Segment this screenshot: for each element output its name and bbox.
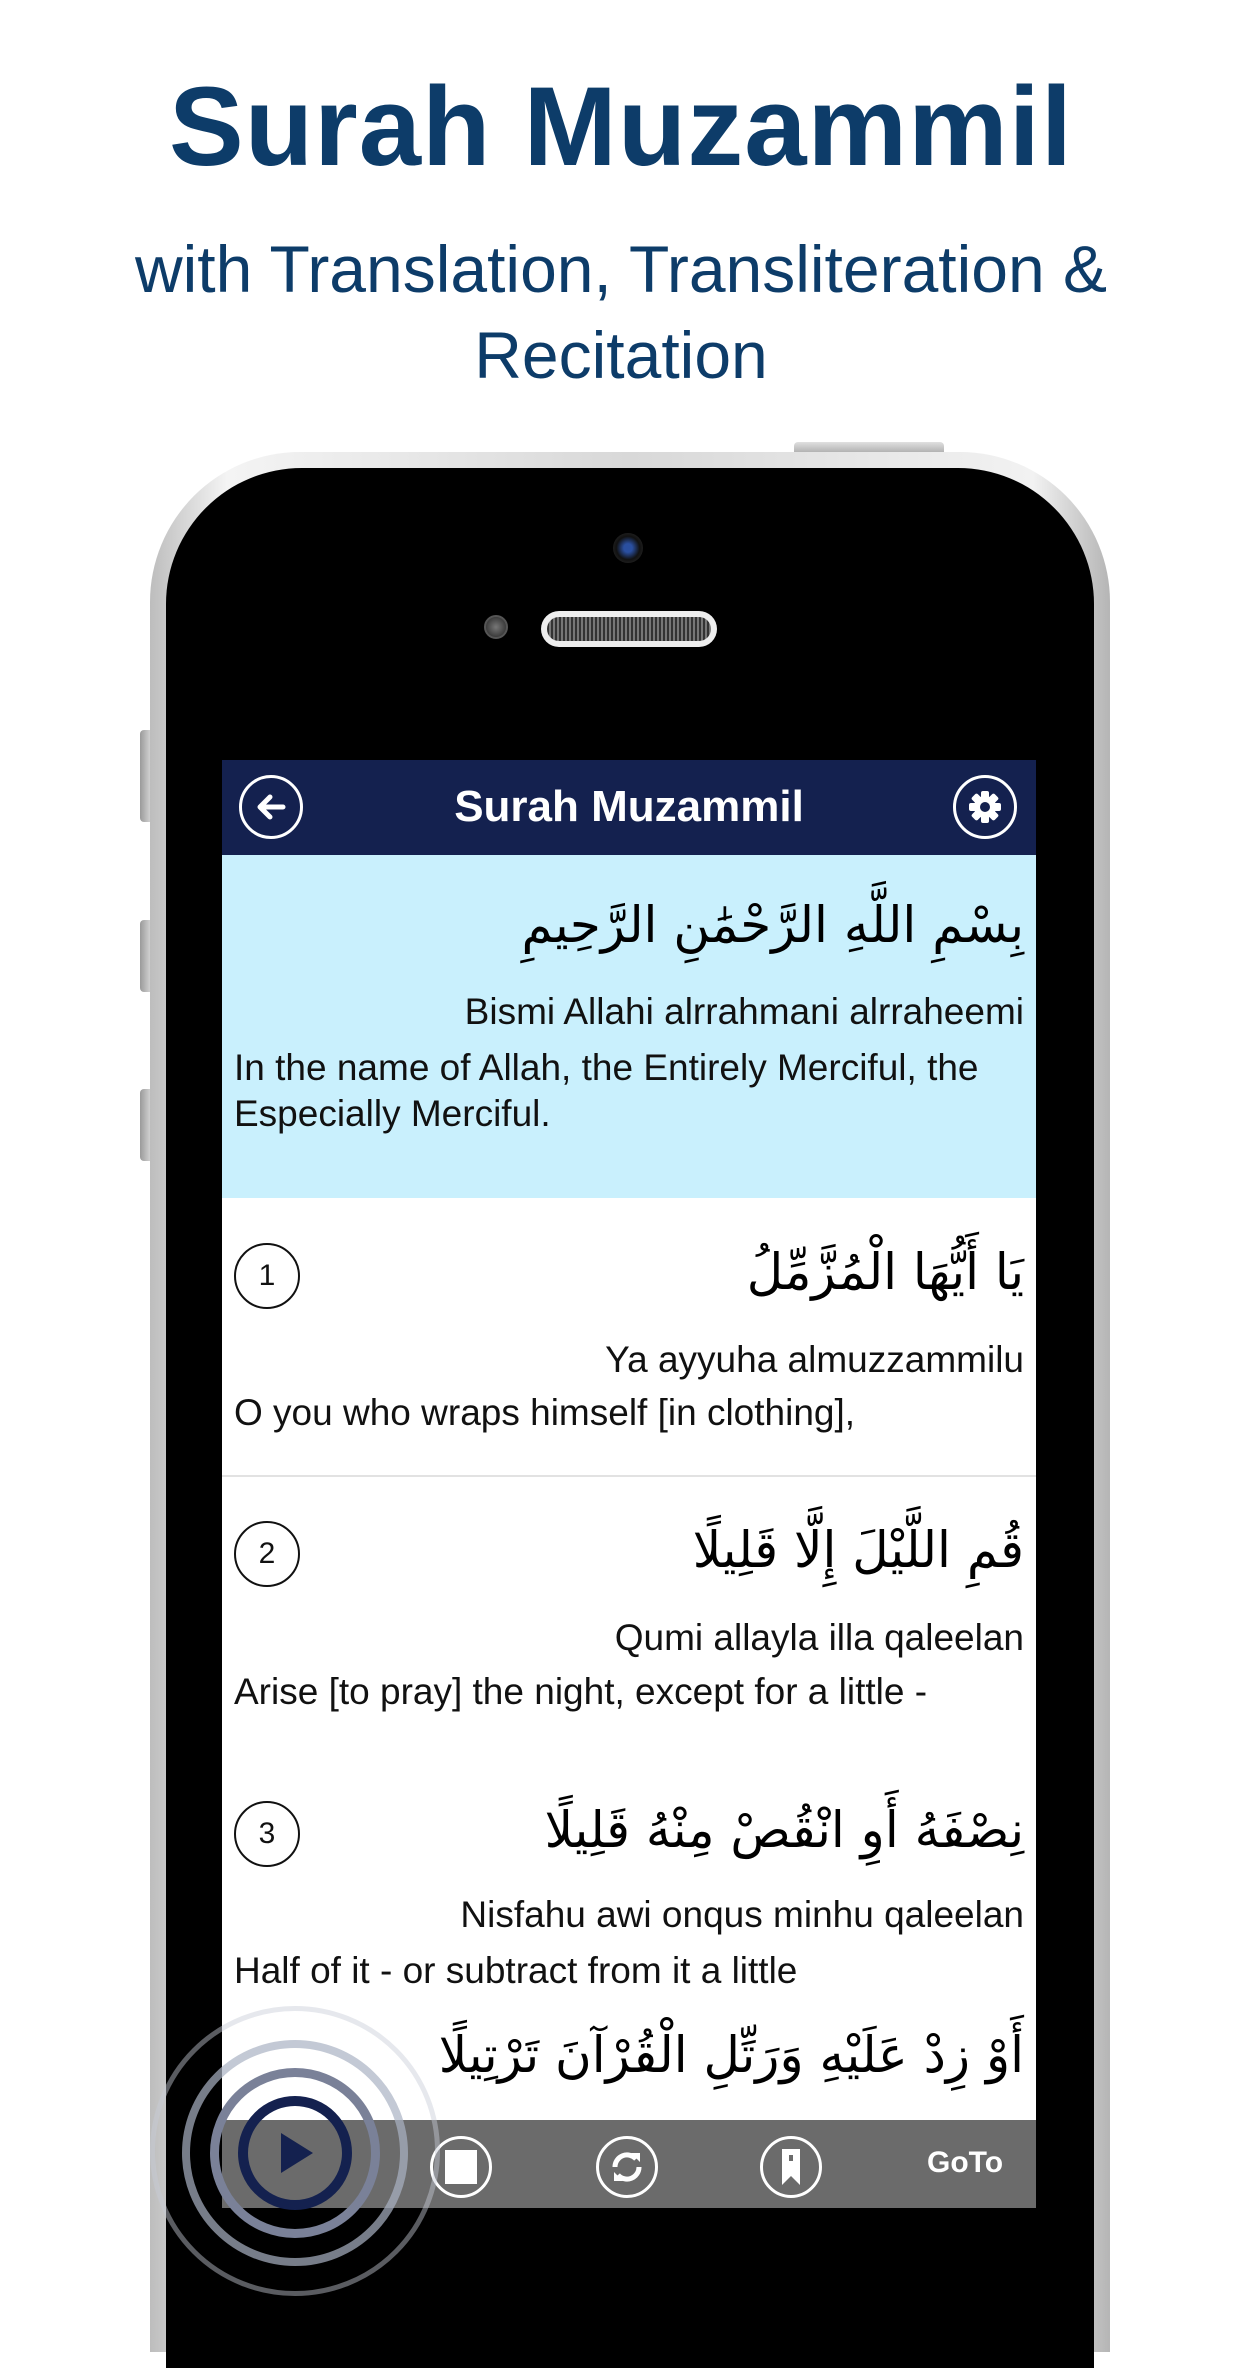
stop-icon (445, 2150, 477, 2184)
camera-icon (613, 533, 643, 563)
verse-number: 1 (234, 1243, 300, 1309)
bismillah-transliteration: Bismi Allahi alrrahmani alrraheemi (464, 991, 1024, 1032)
verse-transliteration: Qumi allayla illa qaleelan (614, 1617, 1024, 1658)
bismillah-translation: In the name of Allah, the Entirely Merciful, the Especially Merciful. (234, 1047, 979, 1134)
verse-translation: O you who wraps himself [in clothing], (234, 1392, 856, 1433)
repeat-button[interactable] (596, 2136, 658, 2198)
promo-title: Surah Muzammil (169, 64, 1073, 189)
earpiece-speaker (541, 611, 717, 647)
promo-subtitle: with Translation, Transliteration & (134, 232, 1108, 306)
verse-row[interactable] (222, 1198, 1036, 1475)
verse-arabic: يَا أَيُّهَا الْمُزَّمِّلُ (746, 1243, 1024, 1301)
promo-subtitle-block (0, 226, 1242, 398)
settings-button[interactable] (953, 775, 1017, 839)
bookmark-icon (776, 2147, 806, 2187)
gear-icon (965, 787, 1005, 827)
verse-row[interactable] (222, 1477, 1036, 1755)
app-screen (222, 760, 1036, 2208)
repeat-icon (607, 2147, 647, 2187)
verse-translation: Arise [to pray] the night, except for a little - (234, 1671, 928, 1712)
verse-arabic: أَوْ زِدْ عَلَيْهِ وَرَتِّلِ الْقُرْآنَ تَرْتِيلًا (438, 2026, 1024, 2084)
verse-arabic: قُمِ اللَّيْلَ إِلَّا قَلِيلًا (692, 1521, 1024, 1579)
verse-number: 3 (234, 1801, 300, 1867)
bookmark-button[interactable] (760, 2136, 822, 2198)
screen-title: Surah Muzammil (454, 782, 804, 831)
verse-row[interactable] (222, 1755, 1036, 2005)
bismillah-arabic: بِسْمِ اللَّهِ الرَّحْمَٰنِ الرَّحِيمِ (521, 896, 1024, 954)
play-icon (275, 2131, 315, 2175)
sensor-icon (484, 615, 508, 639)
verse-transliteration: Nisfahu awi onqus minhu qaleelan (460, 1894, 1024, 1935)
play-button[interactable] (238, 2096, 352, 2210)
verse-arabic: نِصْفَهُ أَوِ انْقُصْ مِنْهُ قَلِيلًا (544, 1801, 1024, 1859)
promo-subtitle-2: Recitation (474, 318, 768, 392)
app-header (222, 760, 1036, 855)
verse-translation: Half of it - or subtract from it a little (234, 1950, 798, 1991)
bismillah-panel[interactable] (222, 855, 1036, 1198)
verse-number: 2 (234, 1521, 300, 1587)
goto-button[interactable]: GoTo (927, 2146, 1004, 2179)
verse-transliteration: Ya ayyuha almuzzammilu (605, 1339, 1024, 1380)
